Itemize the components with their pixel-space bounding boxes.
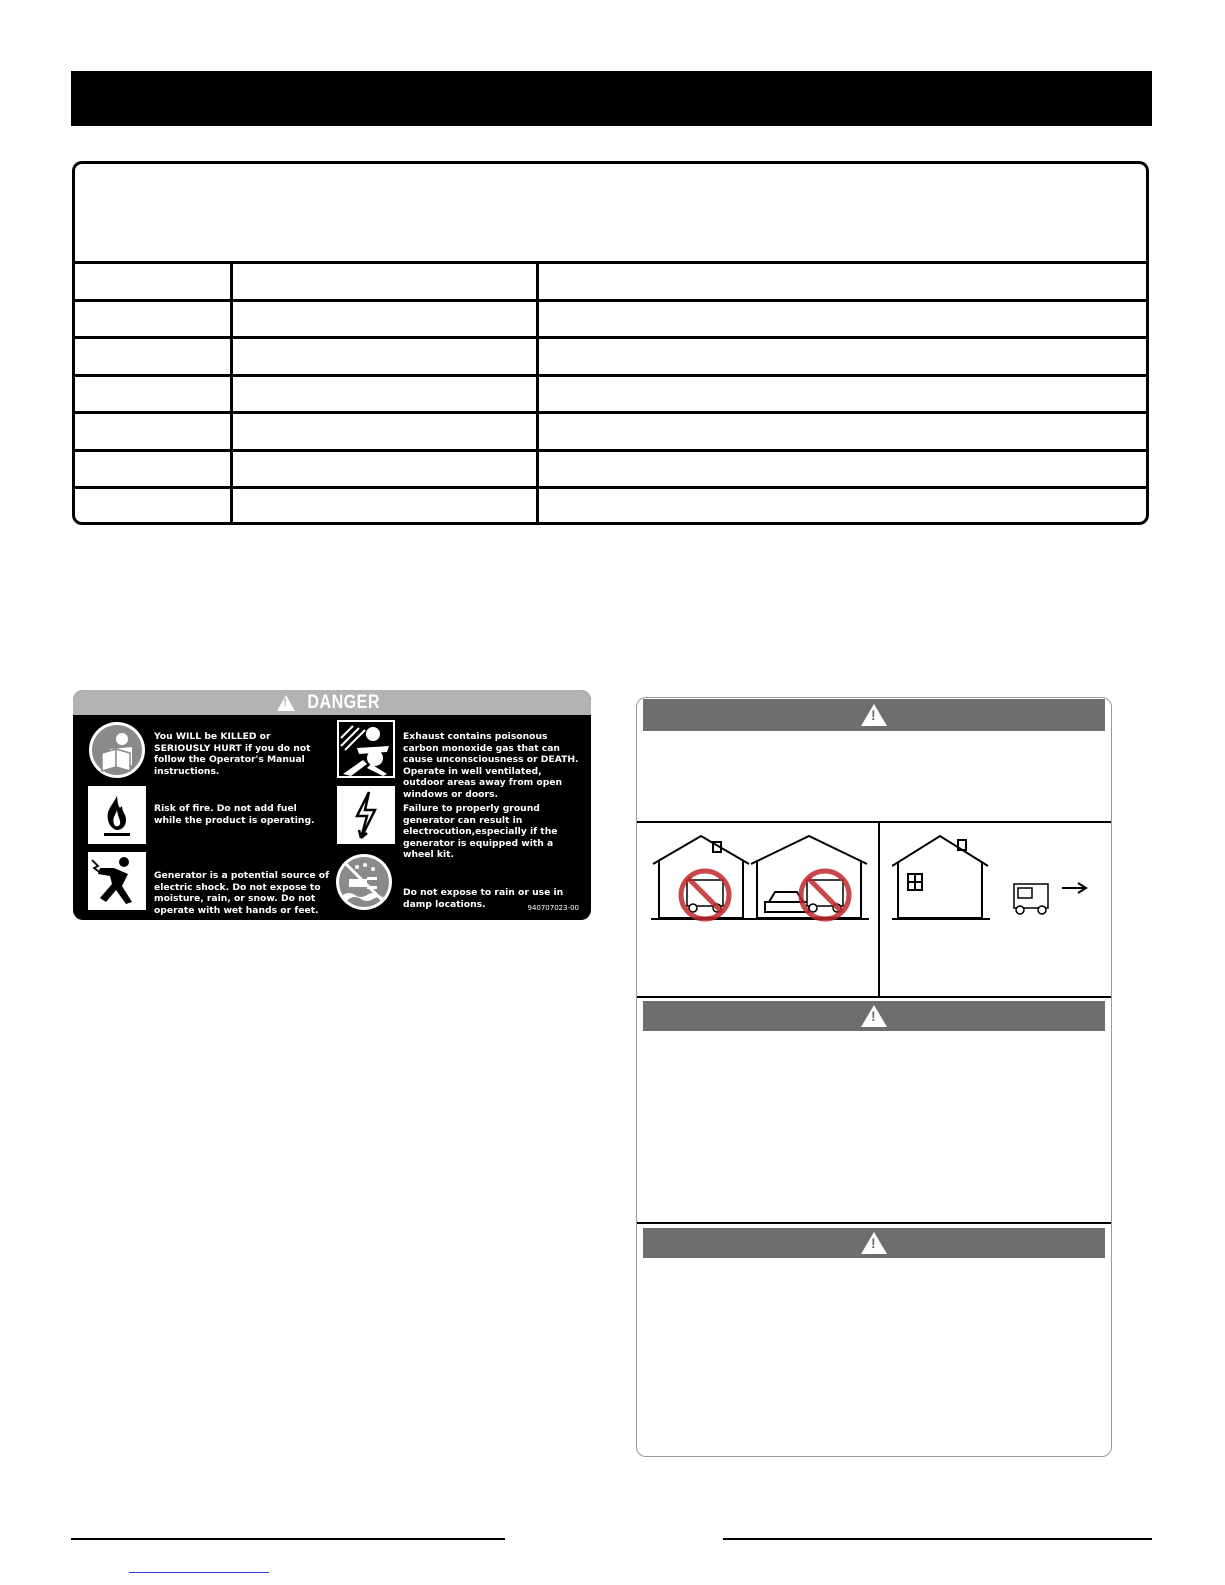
table-row — [75, 264, 1146, 302]
danger-decal-header — [73, 690, 591, 715]
warning-triangle-icon: ! — [861, 704, 887, 726]
warning-bar — [643, 1228, 1105, 1258]
divider — [878, 822, 880, 996]
symbols-table — [72, 161, 1149, 525]
exhaust-fumes-icon — [337, 720, 395, 778]
divider — [637, 821, 1111, 823]
electric-shock-icon — [88, 852, 146, 910]
warning-bar — [643, 699, 1105, 731]
fire-icon — [88, 786, 146, 844]
danger-item-text: Risk of fire. Do not add fuel while the product is operating. — [154, 803, 315, 826]
table-row — [75, 377, 1146, 415]
footer-rule — [71, 1538, 505, 1540]
danger-item-text: Generator is a potential source of electric shock. Do not expose to moisture, rain, or snow. Do not operate with wet hands or feet. — [154, 870, 330, 916]
electrocution-icon — [337, 786, 395, 844]
danger-heading: DANGER — [307, 691, 381, 713]
table-row — [75, 489, 1146, 525]
section-header-band — [71, 71, 1152, 126]
warning-bar — [643, 1001, 1105, 1031]
footer-rule — [723, 1538, 1152, 1540]
danger-item-text: Failure to properly ground generator can result in electrocution,especially if the generator is equipped with a wheel kit. — [403, 803, 558, 860]
footer-link-underline — [129, 1572, 269, 1573]
table-row — [75, 414, 1146, 452]
read-manual-icon — [88, 721, 146, 779]
table-row — [75, 302, 1146, 340]
symbols-table-intro — [75, 164, 1146, 264]
divider — [637, 1222, 1111, 1224]
no-rain-icon — [335, 853, 393, 911]
warning-panel — [636, 697, 1112, 1457]
warning-triangle-icon: ! — [861, 1005, 887, 1027]
divider — [637, 996, 1111, 998]
danger-decal — [73, 690, 591, 920]
danger-decal-body — [73, 715, 591, 920]
danger-item-text: Exhaust contains poisonous carbon monoxide gas that can cause unconsciousness or DEATH. Operate in well ventilated, outdoor areas away from open windows or doors. — [403, 731, 579, 800]
outdoor-allowed-illustration — [892, 828, 1102, 928]
indoor-prohibited-illustration — [647, 828, 872, 928]
danger-item-text: You WILL be KILLED or SERIOUSLY HURT if you do not follow the Operator's Manual instructions. — [154, 731, 311, 777]
table-row — [75, 339, 1146, 377]
decal-part-number: 940707023-00 — [527, 904, 579, 912]
table-row — [75, 452, 1146, 490]
danger-item-text: Do not expose to rain or use in damp locations. — [403, 887, 564, 910]
warning-triangle-icon: ! — [861, 1232, 887, 1254]
warning-triangle-icon — [277, 695, 295, 711]
